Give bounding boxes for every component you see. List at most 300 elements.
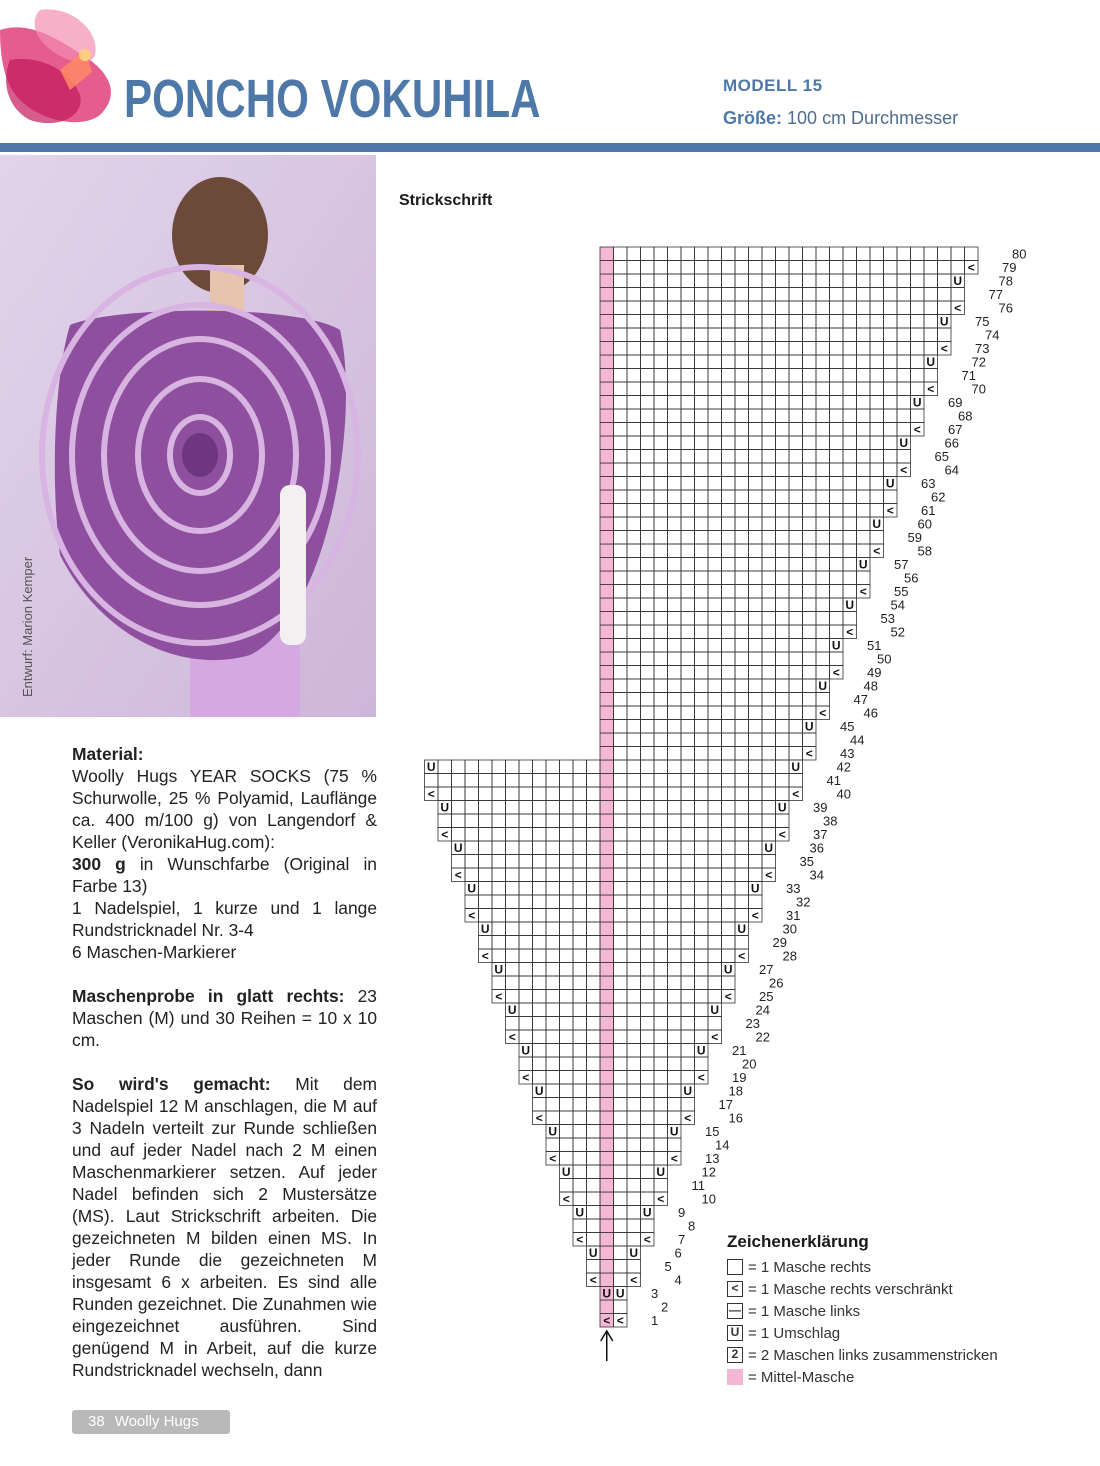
chart-cell: [708, 463, 722, 477]
chart-cell: [762, 477, 776, 491]
chart-symbol: <: [643, 1232, 651, 1247]
chart-cell: [614, 531, 628, 545]
chart-cell: [843, 517, 857, 531]
chart-cell: [546, 1044, 560, 1058]
chart-cell: [776, 301, 790, 315]
chart-symbol: U: [872, 517, 882, 531]
chart-cell: [911, 261, 925, 275]
chart-cell: [843, 382, 857, 396]
chart-cell: [668, 585, 682, 599]
chart-symbol: U: [534, 1084, 544, 1098]
chart-cell: [627, 504, 641, 518]
chart-cell: [614, 1273, 628, 1287]
chart-cell: [681, 882, 695, 896]
chart-cell: [465, 855, 479, 869]
chart-cell: [627, 652, 641, 666]
chart-cell: [749, 463, 763, 477]
size-value: 100 cm Durchmesser: [787, 108, 959, 128]
material-heading: Material:: [72, 744, 144, 764]
chart-cell: [627, 477, 641, 491]
middle-stitch: [600, 1084, 614, 1098]
chart-cell: [668, 504, 682, 518]
chart-cell: [587, 1111, 601, 1125]
chart-cell: [681, 747, 695, 761]
chart-cell: [668, 625, 682, 639]
chart-cell: [722, 693, 736, 707]
chart-cell: [735, 274, 749, 288]
chart-symbol: <: [792, 787, 800, 801]
chart-symbol: <: [427, 787, 435, 801]
chart-cell: [735, 801, 749, 815]
chart-symbol: <: [657, 1192, 665, 1206]
chart-cell: [614, 679, 628, 693]
chart-cell: [614, 774, 628, 788]
chart-cell: [519, 895, 533, 909]
chart-cell: [668, 693, 682, 707]
chart-cell: [722, 544, 736, 558]
chart-cell: [479, 814, 493, 828]
chart-cell: [587, 841, 601, 855]
chart-cell: [722, 288, 736, 302]
chart-cell: [776, 247, 790, 261]
chart-cell: [789, 612, 803, 626]
chart-cell: [668, 1138, 682, 1152]
chart-cell: [641, 1098, 655, 1112]
chart-cell: [519, 976, 533, 990]
chart-cell: [843, 571, 857, 585]
chart-cell: [762, 328, 776, 342]
chart-cell: [519, 787, 533, 801]
chart-cell: [749, 841, 763, 855]
chart-cell: [762, 409, 776, 423]
chart-cell: [749, 247, 763, 261]
chart-cell: [843, 274, 857, 288]
row-number: 45: [840, 719, 855, 734]
chart-cell: [641, 274, 655, 288]
chart-cell: [641, 760, 655, 774]
chart-cell: [681, 801, 695, 815]
chart-cell: [627, 315, 641, 329]
chart-cell: [911, 247, 925, 261]
chart-cell: [708, 247, 722, 261]
chart-symbol: <: [468, 908, 476, 923]
chart-cell: [614, 1219, 628, 1233]
chart-cell: [708, 855, 722, 869]
chart-cell: [722, 922, 736, 936]
chart-cell: [762, 706, 776, 720]
chart-symbol: U: [669, 1124, 679, 1139]
chart-cell: [614, 261, 628, 275]
chart-cell: [695, 936, 709, 950]
chart-cell: [573, 1192, 587, 1206]
chart-cell: [735, 463, 749, 477]
chart-cell: [533, 760, 547, 774]
chart-cell: [479, 828, 493, 842]
chart-cell: [506, 949, 520, 963]
chart-cell: [776, 544, 790, 558]
chart-cell: [708, 409, 722, 423]
chart-cell: [695, 423, 709, 437]
chart-cell: [641, 1084, 655, 1098]
chart-cell: [614, 895, 628, 909]
chart-cell: [519, 1057, 533, 1071]
chart-cell: [749, 396, 763, 410]
chart-cell: [803, 274, 817, 288]
chart-cell: [816, 612, 830, 626]
chart-cell: [722, 409, 736, 423]
chart-cell: [857, 261, 871, 275]
chart-cell: [776, 436, 790, 450]
middle-stitch: [600, 1138, 614, 1152]
chart-cell: [573, 1084, 587, 1098]
chart-cell: [762, 382, 776, 396]
chart-cell: [735, 409, 749, 423]
chart-cell: [681, 1003, 695, 1017]
chart-cell: [708, 436, 722, 450]
chart-cell: [614, 1098, 628, 1112]
chart-cell: [533, 814, 547, 828]
chart-cell: [654, 841, 668, 855]
chart-cell: [546, 1111, 560, 1125]
chart-cell: [681, 288, 695, 302]
middle-stitch: [600, 1152, 614, 1166]
middle-stitch: [600, 301, 614, 315]
chart-cell: [560, 855, 574, 869]
chart-cell: [533, 895, 547, 909]
chart-cell: [695, 558, 709, 572]
chart-cell: [654, 990, 668, 1004]
chart-cell: [641, 1003, 655, 1017]
chart-cell: [776, 409, 790, 423]
chart-cell: [830, 490, 844, 504]
chart-cell: [654, 531, 668, 545]
chart-cell: [695, 895, 709, 909]
chart-cell: [668, 436, 682, 450]
chart-cell: [465, 760, 479, 774]
chart-cell: [857, 315, 871, 329]
chart-cell: [479, 909, 493, 923]
chart-cell: [641, 855, 655, 869]
chart-cell: [789, 463, 803, 477]
chart-symbol: U: [561, 1165, 571, 1179]
chart-cell: [735, 261, 749, 275]
middle-stitch: [600, 247, 614, 261]
chart-cell: [695, 490, 709, 504]
chart-cell: [735, 544, 749, 558]
chart-cell: [803, 652, 817, 666]
chart-cell: [722, 261, 736, 275]
chart-cell: [641, 1030, 655, 1044]
chart-cell: [830, 436, 844, 450]
chart-cell: [830, 531, 844, 545]
chart-cell: [695, 274, 709, 288]
chart-cell: [830, 558, 844, 572]
chart-cell: [627, 774, 641, 788]
chart-cell: [560, 909, 574, 923]
chart-cell: [695, 450, 709, 464]
chart-cell: [627, 976, 641, 990]
chart-cell: [749, 625, 763, 639]
chart-cell: [843, 247, 857, 261]
chart-cell: [789, 571, 803, 585]
middle-stitch: [600, 895, 614, 909]
chart-symbol: U: [912, 395, 922, 410]
chart-cell: [722, 315, 736, 329]
chart-cell: [668, 1003, 682, 1017]
chart-cell: [641, 544, 655, 558]
chart-cell: [519, 882, 533, 896]
chart-cell: [843, 261, 857, 275]
chart-cell: [654, 760, 668, 774]
chart-cell: [614, 558, 628, 572]
chart-cell: [587, 895, 601, 909]
row-number: 77: [988, 287, 1003, 302]
chart-cell: [614, 274, 628, 288]
chart-cell: [776, 504, 790, 518]
chart-cell: [924, 288, 938, 302]
chart-cell: [533, 801, 547, 815]
chart-cell: [681, 814, 695, 828]
chart-grid: [425, 247, 1027, 1329]
chart-cell: [789, 315, 803, 329]
chart-cell: [587, 1030, 601, 1044]
chart-cell: [735, 841, 749, 855]
chart-cell: [506, 828, 520, 842]
chart-cell: [573, 1044, 587, 1058]
chart-cell: [641, 1165, 655, 1179]
chart-cell: [776, 423, 790, 437]
chart-cell: [884, 382, 898, 396]
chart-cell: [762, 342, 776, 356]
chart-cell: [587, 1192, 601, 1206]
chart-cell: [830, 612, 844, 626]
chart-cell: [722, 585, 736, 599]
row-number: 75: [975, 314, 990, 329]
chart-cell: [911, 328, 925, 342]
middle-stitch: [600, 1003, 614, 1017]
row-number: 20: [742, 1056, 757, 1072]
chart-symbol: U: [588, 1246, 598, 1260]
chart-symbol: U: [791, 760, 801, 774]
chart-cell: [668, 396, 682, 410]
chart-cell: [789, 679, 803, 693]
chart-cell: [560, 1138, 574, 1152]
chart-cell: [641, 1044, 655, 1058]
row-number: 53: [880, 611, 895, 626]
chart-cell: [587, 1044, 601, 1058]
chart-symbol: <: [697, 1070, 705, 1085]
chart-cell: [722, 841, 736, 855]
chart-cell: [654, 490, 668, 504]
chart-cell: [708, 760, 722, 774]
chart-cell: [924, 274, 938, 288]
chart-cell: [627, 1084, 641, 1098]
chart-cell: [749, 639, 763, 653]
chart-cell: [627, 531, 641, 545]
chart-cell: [465, 868, 479, 882]
chart-cell: [722, 760, 736, 774]
chart-cell: [762, 855, 776, 869]
chart-symbol: U: [777, 800, 787, 815]
chart-cell: [627, 625, 641, 639]
chart-cell: [627, 369, 641, 383]
row-number: 6: [674, 1245, 682, 1261]
chart-cell: [641, 1179, 655, 1193]
chart-cell: [560, 976, 574, 990]
chart-cell: [816, 504, 830, 518]
chart-cell: [519, 949, 533, 963]
row-number: 36: [809, 840, 824, 856]
chart-cell: [789, 639, 803, 653]
chart-cell: [641, 585, 655, 599]
middle-stitch: [600, 450, 614, 464]
chart-cell: [843, 490, 857, 504]
chart-cell: [627, 666, 641, 680]
chart-cell: [951, 247, 965, 261]
chart-cell: [627, 301, 641, 315]
chart-cell: [843, 544, 857, 558]
chart-cell: [776, 760, 790, 774]
chart-cell: [695, 1003, 709, 1017]
chart-cell: [884, 288, 898, 302]
chart-cell: [681, 652, 695, 666]
row-number: 64: [944, 462, 959, 478]
chart-cell: [708, 585, 722, 599]
chart-cell: [911, 274, 925, 288]
chart-cell: [668, 936, 682, 950]
chart-cell: [546, 814, 560, 828]
chart-cell: [695, 976, 709, 990]
row-number: 78: [998, 273, 1013, 289]
chart-cell: [546, 990, 560, 1004]
chart-cell: [627, 612, 641, 626]
chart-symbol: <: [900, 463, 908, 477]
chart-cell: [587, 787, 601, 801]
chart-cell: [857, 369, 871, 383]
chart-cell: [587, 814, 601, 828]
chart-symbol: U: [831, 638, 841, 653]
chart-cell: [519, 1003, 533, 1017]
chart-cell: [681, 1030, 695, 1044]
chart-cell: [789, 598, 803, 612]
chart-cell: [519, 922, 533, 936]
chart-cell: [506, 963, 520, 977]
chart-cell: [816, 409, 830, 423]
chart-cell: [560, 949, 574, 963]
chart-cell: [560, 1152, 574, 1166]
chart-cell: [695, 909, 709, 923]
chart-cell: [668, 490, 682, 504]
chart-cell: [479, 855, 493, 869]
middle-stitch: [600, 423, 614, 437]
chart-cell: [695, 963, 709, 977]
chart-cell: [708, 612, 722, 626]
chart-cell: [803, 423, 817, 437]
chart-cell: [762, 261, 776, 275]
chart-cell: [627, 450, 641, 464]
chart-symbol: <: [684, 1111, 692, 1125]
chart-symbol: U: [656, 1165, 666, 1179]
row-number: 31: [786, 908, 801, 923]
chart-cell: [438, 774, 452, 788]
chart-cell: [843, 558, 857, 572]
chart-cell: [722, 625, 736, 639]
chart-cell: [614, 490, 628, 504]
chart-cell: [951, 288, 965, 302]
row-number: 65: [934, 449, 949, 464]
chart-cell: [573, 936, 587, 950]
chart-cell: [654, 909, 668, 923]
chart-cell: [452, 814, 466, 828]
chart-cell: [668, 423, 682, 437]
chart-cell: [654, 882, 668, 896]
chart-cell: [452, 828, 466, 842]
chart-cell: [762, 355, 776, 369]
chart-cell: [614, 342, 628, 356]
chart-cell: [708, 774, 722, 788]
row-number: 8: [688, 1218, 696, 1234]
row-number: 13: [705, 1151, 720, 1166]
chart-cell: [722, 868, 736, 882]
chart-cell: [641, 517, 655, 531]
chart-symbol: <: [927, 382, 935, 396]
chart-symbol: <: [765, 868, 773, 882]
chart-cell: [816, 639, 830, 653]
row-number: 2: [661, 1299, 669, 1315]
chart-cell: [681, 733, 695, 747]
chart-cell: [695, 828, 709, 842]
chart-cell: [708, 936, 722, 950]
chart-cell: [668, 463, 682, 477]
chart-cell: [654, 1125, 668, 1139]
chart-cell: [614, 990, 628, 1004]
chart-cell: [749, 868, 763, 882]
row-number: 62: [931, 489, 946, 505]
chart-cell: [870, 382, 884, 396]
chart-cell: [843, 409, 857, 423]
chart-cell: [803, 382, 817, 396]
chart-cell: [870, 436, 884, 450]
chart-cell: [668, 747, 682, 761]
row-number: 19: [732, 1070, 747, 1085]
chart-cell: [654, 504, 668, 518]
chart-cell: [789, 328, 803, 342]
chart-cell: [614, 328, 628, 342]
chart-cell: [681, 1057, 695, 1071]
chart-cell: [789, 652, 803, 666]
chart-cell: [627, 382, 641, 396]
chart-cell: [884, 436, 898, 450]
chart-cell: [627, 706, 641, 720]
chart-cell: [722, 571, 736, 585]
row-number: 60: [917, 516, 932, 532]
chart-cell: [708, 369, 722, 383]
middle-stitch: [600, 328, 614, 342]
chart-cell: [654, 652, 668, 666]
chart-cell: [735, 450, 749, 464]
chart-cell: [492, 801, 506, 815]
chart-cell: [641, 328, 655, 342]
chart-cell: [681, 544, 695, 558]
chart-cell: [749, 355, 763, 369]
chart-cell: [668, 1044, 682, 1058]
chart-cell: [533, 1098, 547, 1112]
chart-cell: [654, 598, 668, 612]
chart-cell: [749, 382, 763, 396]
chart-cell: [708, 544, 722, 558]
middle-stitch: [600, 1071, 614, 1085]
chart-cell: [735, 585, 749, 599]
